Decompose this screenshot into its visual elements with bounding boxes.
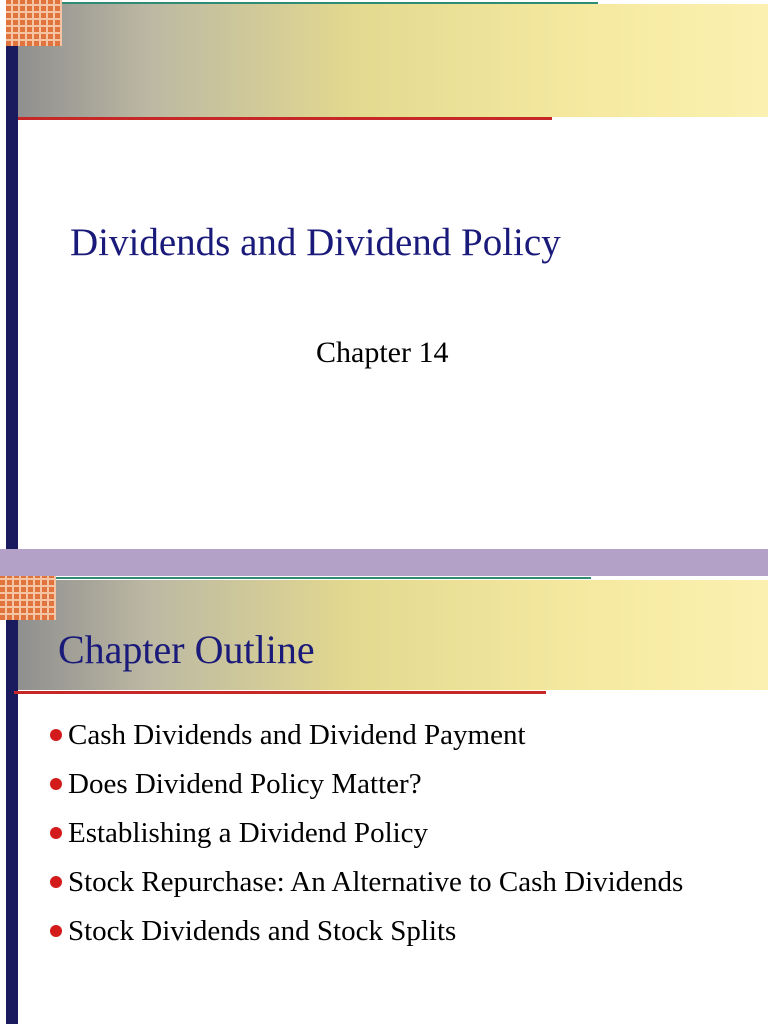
list-item-text: Does Dividend Policy Matter? — [68, 768, 422, 800]
bullet-dot-icon — [50, 778, 62, 790]
left-accent-bar — [0, 576, 18, 1024]
bullet-dot-icon — [50, 827, 62, 839]
list-item — [50, 863, 750, 901]
outline-list — [50, 716, 750, 961]
list-item-text: Stock Repurchase: An Alternative to Cash Dividends — [68, 866, 684, 898]
bullet-dot-icon — [50, 729, 62, 741]
slide-title: Dividends and Dividend Policy — [70, 221, 561, 264]
grid-pattern-icon — [0, 576, 56, 620]
header-underline — [18, 117, 552, 120]
bullet-dot-icon — [50, 876, 62, 888]
grid-pattern-icon — [6, 0, 62, 46]
list-item-text: Cash Dividends and Dividend Payment — [68, 719, 526, 751]
list-item — [50, 716, 750, 754]
header-banner — [18, 4, 768, 117]
slide-subtitle: Chapter 14 — [316, 336, 449, 369]
top-green-line — [60, 2, 598, 4]
outline-title: Chapter Outline — [58, 627, 315, 672]
slide-separator — [0, 549, 768, 576]
list-item-text: Establishing a Dividend Policy — [68, 817, 429, 849]
top-green-line — [56, 577, 591, 579]
list-item — [50, 814, 750, 852]
header-underline — [14, 691, 546, 694]
outline-slide — [0, 576, 768, 1024]
left-accent-bar — [0, 0, 18, 549]
list-item — [50, 912, 750, 950]
list-item — [50, 765, 750, 803]
list-item-text: Stock Dividends and Stock Splits — [68, 915, 457, 947]
bullet-dot-icon — [50, 925, 62, 937]
